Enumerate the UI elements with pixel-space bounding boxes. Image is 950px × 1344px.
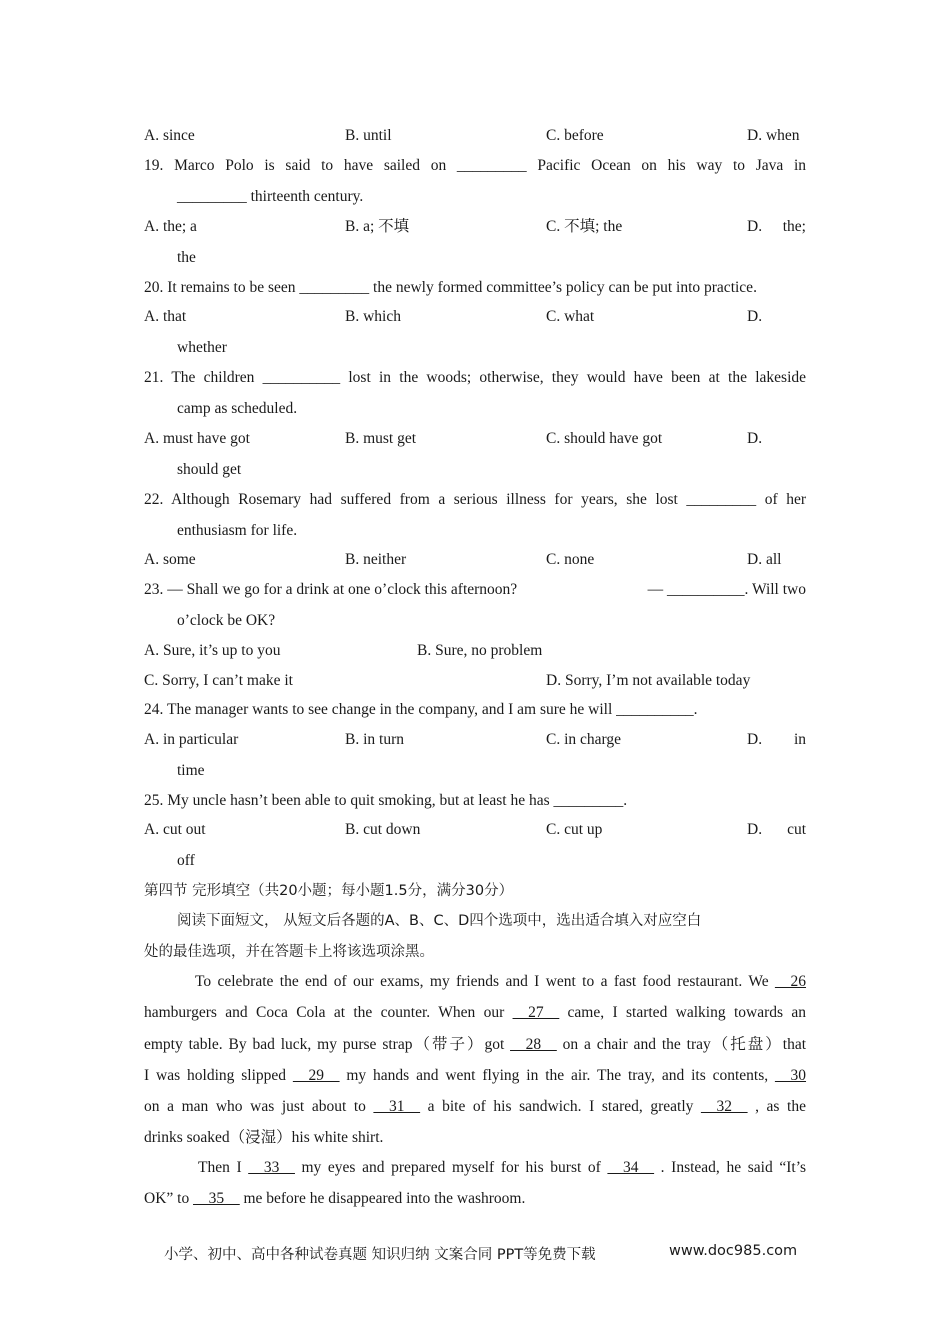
passage-line-4 bbox=[0, 1066, 950, 1086]
q21-options bbox=[0, 429, 950, 449]
q24-option-d-value: in bbox=[793, 731, 806, 748]
q25-stem bbox=[0, 791, 950, 811]
q20-stem bbox=[0, 278, 950, 298]
q22-options bbox=[0, 550, 950, 570]
q22-stem-cont bbox=[0, 521, 950, 541]
q20-option-d-letter: D. bbox=[747, 308, 763, 325]
q20-option-c: C. what bbox=[546, 308, 595, 325]
q24-text: 24. The manager wants to see change in the company, and I am sure he will __________. bbox=[144, 701, 698, 718]
passage-text: on a man who was just about to bbox=[144, 1098, 366, 1115]
q21-stem-cont bbox=[0, 399, 950, 419]
passage-text: . Instead, he said “It’s bbox=[660, 1159, 807, 1176]
q22-option-d: D. all bbox=[747, 551, 782, 568]
passage-line-5 bbox=[0, 1097, 950, 1117]
passage-text: , as the bbox=[755, 1098, 806, 1115]
q25-option-d-letter: D. bbox=[747, 821, 763, 838]
passage-text: my hands and went flying in the air. The tray, and its contents, bbox=[346, 1067, 769, 1084]
q19-option-d-value: the; bbox=[782, 218, 806, 235]
q20-option-a: A. that bbox=[144, 308, 187, 325]
q25-option-b: B. cut down bbox=[345, 821, 421, 838]
q24-option-d-cont-text: time bbox=[177, 762, 205, 779]
q19-stem-cont bbox=[0, 187, 950, 207]
blank-32: __32__ bbox=[700, 1098, 748, 1115]
section-4-title bbox=[0, 881, 950, 901]
blank-31: __31__ bbox=[373, 1098, 421, 1115]
q21-text-1: 21. The children __________ lost in the woods; otherwise, they would have been at the lakeside bbox=[144, 369, 806, 386]
section-4-instructions-1: 阅读下面短文， 从短文后各题的A、B、C、D四个选项中，选出适合填入对应空白 bbox=[177, 913, 702, 929]
q21-text-2: camp as scheduled. bbox=[177, 400, 298, 417]
q21-option-b: B. must get bbox=[345, 430, 417, 447]
blank-29: __29__ bbox=[292, 1067, 340, 1084]
page-footer bbox=[164, 1243, 798, 1264]
q21-stem bbox=[0, 368, 950, 388]
passage-text: came, I started walking towards an bbox=[567, 1004, 807, 1021]
q20-options bbox=[0, 307, 950, 327]
q21-option-d-cont bbox=[0, 460, 950, 480]
q19-option-d-letter: D. bbox=[747, 218, 763, 235]
q20-text: 20. It remains to be seen _________ the newly formed committee’s policy can be put into practice. bbox=[144, 279, 757, 296]
blank-30: __30 bbox=[775, 1067, 807, 1084]
q19-option-d-cont bbox=[0, 248, 950, 268]
q24-option-b: B. in turn bbox=[345, 731, 404, 748]
q23-option-d: D. Sorry, I’m not available today bbox=[546, 672, 751, 689]
q22-option-b: B. neither bbox=[345, 551, 407, 568]
q24-option-d-letter: D. bbox=[747, 731, 763, 748]
passage-text: hamburgers and Coca Cola at the counter. When our bbox=[144, 1004, 505, 1021]
q24-option-c: C. in charge bbox=[546, 731, 622, 748]
blank-28: __28__ bbox=[510, 1036, 557, 1053]
q22-text-2: enthusiasm for life. bbox=[177, 522, 298, 539]
q23-options-row1 bbox=[0, 641, 950, 661]
q19-option-d-cont-text: the bbox=[177, 249, 196, 266]
q23-option-c: C. Sorry, I can’t make it bbox=[144, 672, 293, 689]
q21-option-d-cont-text: should get bbox=[177, 461, 242, 478]
q25-text: 25. My uncle hasn’t been able to quit smoking, but at least he has _________. bbox=[144, 792, 628, 809]
footer-site-link[interactable]: www.doc985.com bbox=[669, 1243, 798, 1259]
q22-text-1: 22. Although Rosemary had suffered from a serious illness for years, she lost _________ of her bbox=[144, 491, 806, 508]
q24-options bbox=[0, 730, 950, 750]
q23-text-1: 23. — Shall we go for a drink at one o’clock this afternoon? bbox=[144, 581, 518, 598]
passage-text: drinks soaked（浸湿）his white shirt. bbox=[144, 1129, 384, 1146]
passage-text: a bite of his sandwich. I stared, greatly bbox=[427, 1098, 694, 1115]
passage-text: To celebrate the end of our exams, my friends and I went to a fast food restaurant. We bbox=[195, 973, 769, 990]
passage-line-6 bbox=[0, 1128, 950, 1148]
passage-text: empty table. By bad luck, my purse strap（带子）got bbox=[144, 1036, 505, 1053]
blank-33: __33__ bbox=[248, 1159, 295, 1176]
q25-option-d-value: cut bbox=[787, 821, 806, 838]
passage-line-7 bbox=[0, 1158, 950, 1178]
q24-stem bbox=[0, 700, 950, 720]
blank-34: __34__ bbox=[607, 1159, 654, 1176]
blank-35: __35__ bbox=[193, 1190, 240, 1207]
passage-line-2 bbox=[0, 1003, 950, 1023]
q19-text-1: 19. Marco Polo is said to have sailed on bbox=[144, 157, 447, 174]
q24-option-a: A. in particular bbox=[144, 731, 239, 748]
passage-text: my eyes and prepared myself for his burst of bbox=[301, 1159, 601, 1176]
q23-options-row2 bbox=[0, 671, 950, 691]
q18-option-a: A. since bbox=[144, 127, 195, 144]
q23-option-a: A. Sure, it’s up to you bbox=[144, 642, 281, 659]
q23-stem-cont bbox=[0, 611, 950, 631]
q21-option-d-letter: D. bbox=[747, 430, 763, 447]
passage-text: on a chair and the tray（托盘）that bbox=[562, 1036, 807, 1053]
section-4-instructions-cont bbox=[0, 942, 950, 962]
q21-option-c: C. should have got bbox=[546, 430, 663, 447]
q23-text-2: — __________. Will two bbox=[647, 581, 806, 598]
q18-option-c: C. before bbox=[546, 127, 604, 144]
q22-option-c: C. none bbox=[546, 551, 595, 568]
passage-line-1 bbox=[0, 972, 950, 992]
q25-option-d-cont-text: off bbox=[177, 852, 195, 869]
q25-option-a: A. cut out bbox=[144, 821, 206, 838]
q22-stem bbox=[0, 490, 950, 510]
q18-option-d: D. when bbox=[747, 127, 800, 144]
q19-option-b: B. a; 不填 bbox=[345, 218, 410, 235]
q20-option-d-cont bbox=[0, 338, 950, 358]
q18-option-b: B. until bbox=[345, 127, 392, 144]
q19-option-c: C. 不填; the bbox=[546, 218, 623, 235]
q19-text-3: _________ thirteenth century. bbox=[177, 188, 364, 205]
section-4-title-text: 第四节 完形填空（共20小题；每小题1.5分，满分30分） bbox=[144, 883, 514, 899]
q21-option-a: A. must have got bbox=[144, 430, 250, 447]
q20-option-d-cont-text: whether bbox=[177, 339, 227, 356]
blank-26: __26 bbox=[775, 973, 807, 990]
q19-option-d bbox=[747, 217, 806, 237]
q19-options bbox=[0, 217, 950, 237]
passage-text: me before he disappeared into the washroom. bbox=[243, 1190, 526, 1207]
q25-option-d-cont bbox=[0, 851, 950, 871]
footer-text: 小学、初中、高中各种试卷真题 知识归纳 文案合同 PPT等免费下载 bbox=[164, 1247, 596, 1263]
q19-option-a: A. the; a bbox=[144, 218, 197, 235]
q23-stem bbox=[0, 580, 950, 600]
blank-27: __27__ bbox=[512, 1004, 560, 1021]
q24-option-d bbox=[747, 730, 806, 750]
q19-blank: _________ bbox=[456, 157, 527, 174]
passage-line-8 bbox=[0, 1189, 950, 1209]
q23-option-b: B. Sure, no problem bbox=[417, 642, 543, 659]
section-4-instructions-2: 处的最佳选项，并在答题卡上将该选项涂黑。 bbox=[144, 944, 434, 960]
q19-text-2: Pacific Ocean on his way to Java in bbox=[537, 157, 807, 174]
q22-option-a: A. some bbox=[144, 551, 196, 568]
q19-stem bbox=[0, 156, 950, 176]
q23-text-3: o’clock be OK? bbox=[177, 612, 276, 629]
passage-line-3 bbox=[0, 1035, 950, 1055]
passage-text: OK” to bbox=[144, 1190, 190, 1207]
passage-text: Then I bbox=[198, 1159, 242, 1176]
q18-options bbox=[0, 126, 950, 146]
q25-option-d bbox=[747, 820, 806, 840]
q20-option-b: B. which bbox=[345, 308, 401, 325]
section-4-instructions bbox=[0, 911, 950, 931]
q25-options bbox=[0, 820, 950, 840]
q24-option-d-cont bbox=[0, 761, 950, 781]
passage-text: I was holding slipped bbox=[144, 1067, 287, 1084]
q25-option-c: C. cut up bbox=[546, 821, 603, 838]
